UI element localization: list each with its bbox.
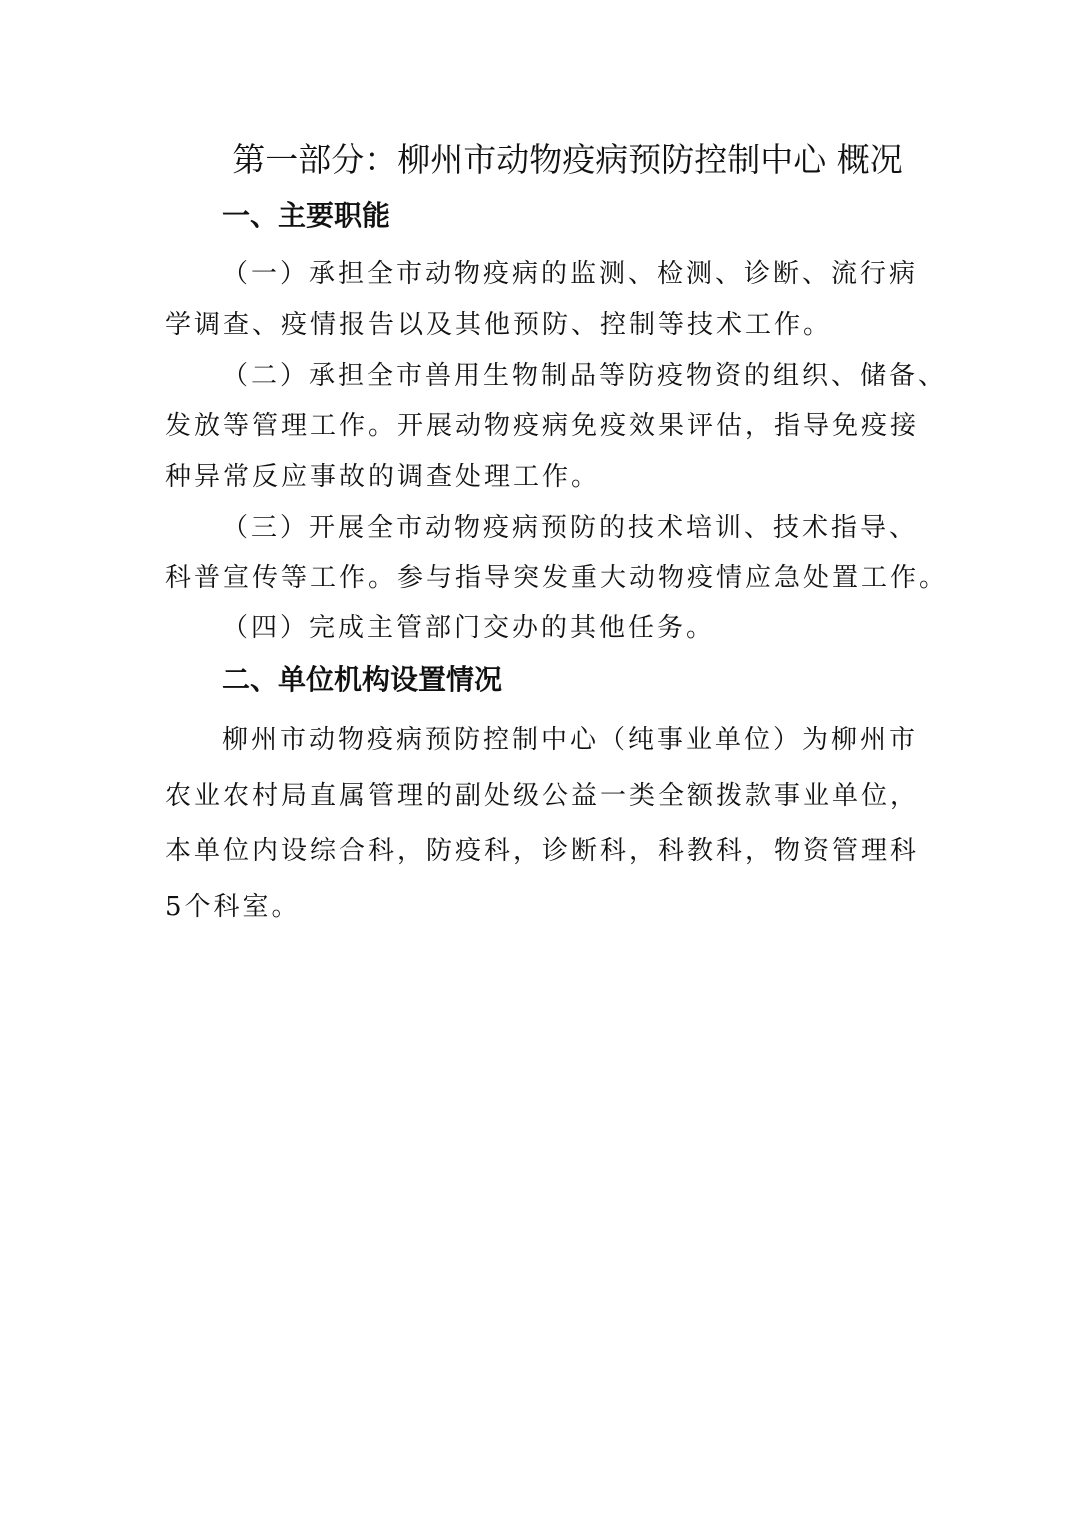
section-heading-organization: 二、单位机构设置情况	[222, 663, 503, 696]
function-item-4-line-1: （四）完成主管部门交办的其他任务。	[222, 613, 716, 643]
function-item-1-line-1: （一）承担全市动物疫病的监测、检测、诊断、流行病	[222, 259, 919, 289]
function-item-1-line-2: 学调查、疫情报告以及其他预防、控制等技术工作。	[165, 310, 833, 340]
document-title: 第一部分：柳州市动物疫病预防控制中心 概况	[232, 140, 903, 179]
function-item-3-line-1: （三）开展全市动物疫病预防的技术培训、技术指导、	[222, 513, 919, 543]
organization-line-4: 5个科室。	[165, 892, 301, 922]
function-item-2-line-1: （二）承担全市兽用生物制品等防疫物资的组织、储备、	[222, 361, 948, 391]
function-item-2-line-3: 种异常反应事故的调查处理工作。	[165, 462, 601, 492]
organization-line-3: 本单位内设综合科，防疫科，诊断科，科教科，物资管理科	[165, 836, 920, 866]
function-item-3-line-2: 科普宣传等工作。参与指导突发重大动物疫情应急处置工作。	[165, 563, 949, 593]
organization-line-1: 柳州市动物疫病预防控制中心（纯事业单位）为柳州市	[222, 725, 919, 755]
organization-line-2: 农业农村局直属管理的副处级公益一类全额拨款事业单位，	[165, 781, 920, 811]
function-item-2-line-2: 发放等管理工作。开展动物疫病免疫效果评估，指导免疫接	[165, 411, 920, 441]
section-heading-main-functions: 一、主要职能	[222, 199, 391, 232]
